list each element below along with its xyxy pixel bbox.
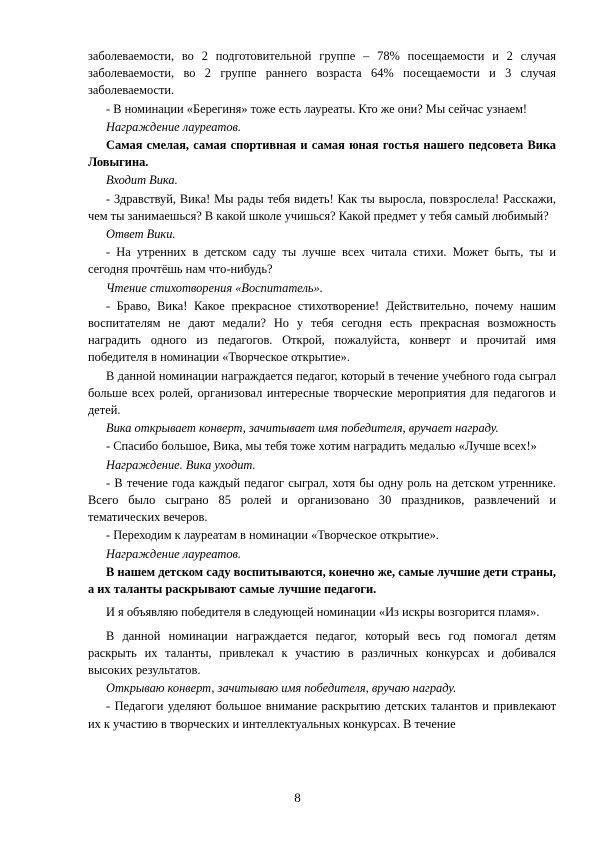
paragraph: Чтение стихотворения «Воспитатель». bbox=[106, 280, 323, 295]
document-body bbox=[88, 48, 556, 734]
paragraph: - В номинации «Берегиня» тоже есть лауреаты. Кто же они? Мы сейчас узнаем! bbox=[106, 101, 528, 116]
paragraph: В нашем детском саду воспитываются, конечно же, самые лучшие дети страны, а их таланты раскрывают самые лучшие педагоги. bbox=[88, 564, 556, 597]
paragraph: - Переходим к лауреатам в номинации «Творческое открытие». bbox=[106, 528, 439, 543]
paragraph: Награждение. Вика уходит. bbox=[106, 457, 256, 472]
paragraph: заболеваемости, во 2 подготовительной группе – 78% посещаемости и 2 случая заболеваемости, во 2 группе раннего возраста 64% посещаемости и 3 случая заболеваемости. bbox=[88, 49, 556, 98]
paragraph: В данной номинации награждается педагог, который весь год помогал детям раскрыть их таланты, привлекал к участию в различных конкурсах и добивался высоких результатов. bbox=[88, 628, 556, 677]
paragraph: Самая смелая, самая спортивная и самая юная гостья нашего педсовета Вика Ловыгина. bbox=[88, 138, 556, 170]
paragraph: - Педагоги уделяют большое внимание раскрытию детских талантов и привлекают их к участию в творческих и интеллектуальных конкурсах. В течение bbox=[88, 699, 556, 731]
paragraph: - В течение года каждый педагог сыграл, хотя бы одну роль на детском утреннике. Всего было сыграно 85 ролей и организовано 30 праздников, развлечений и тематических вечеров. bbox=[88, 475, 556, 525]
paragraph: Награждение лауреатов. bbox=[106, 119, 242, 134]
paragraph: В данной номинации награждается педагог, который в течение учебного года сыграл больше всех ролей, организовал интересные творческие мероприятия для педагогов и детей. bbox=[88, 368, 556, 418]
paragraph: Ответ Вики. bbox=[106, 227, 176, 242]
paragraph: Открываю конверт, зачитываю имя победителя, вручаю награду. bbox=[106, 681, 457, 696]
paragraph: - Браво, Вика! Какое прекрасное стихотворение! Действительно, почему нашим воспитателям не дают медали? Но у тебя сегодня есть прекрасная возможность наградить одного из педагогов. Открой, пожалуйста, конверт и прочитай имя победителя в номинации «Творческое открытие». bbox=[88, 298, 556, 365]
paragraph: Награждение лауреатов. bbox=[106, 546, 242, 561]
paragraph: - Здравствуй, Вика! Мы рады тебя видеть! Как ты выросла, повзрослела! Расскажи, чем ты занимаешься? В какой школе учишься? Какой предмет у тебя самый любимый? bbox=[88, 191, 556, 223]
paragraph: И я объявляю победителя в следующей номинации «Из искры возгорится пламя». bbox=[106, 605, 540, 620]
paragraph: Вика открывает конверт, зачитывает имя победителя, вручает награду. bbox=[106, 421, 499, 436]
paragraph: - Спасибо большое, Вика, мы тебя тоже хотим наградить медалью «Лучше всех!» bbox=[106, 439, 537, 454]
page-number: 8 bbox=[294, 790, 301, 805]
paragraph: Входит Вика. bbox=[106, 173, 178, 188]
paragraph: - На утренних в детском саду ты лучше всех читала стихи. Может быть, ты и сегодня прочтёшь нам что-нибудь? bbox=[88, 245, 556, 277]
